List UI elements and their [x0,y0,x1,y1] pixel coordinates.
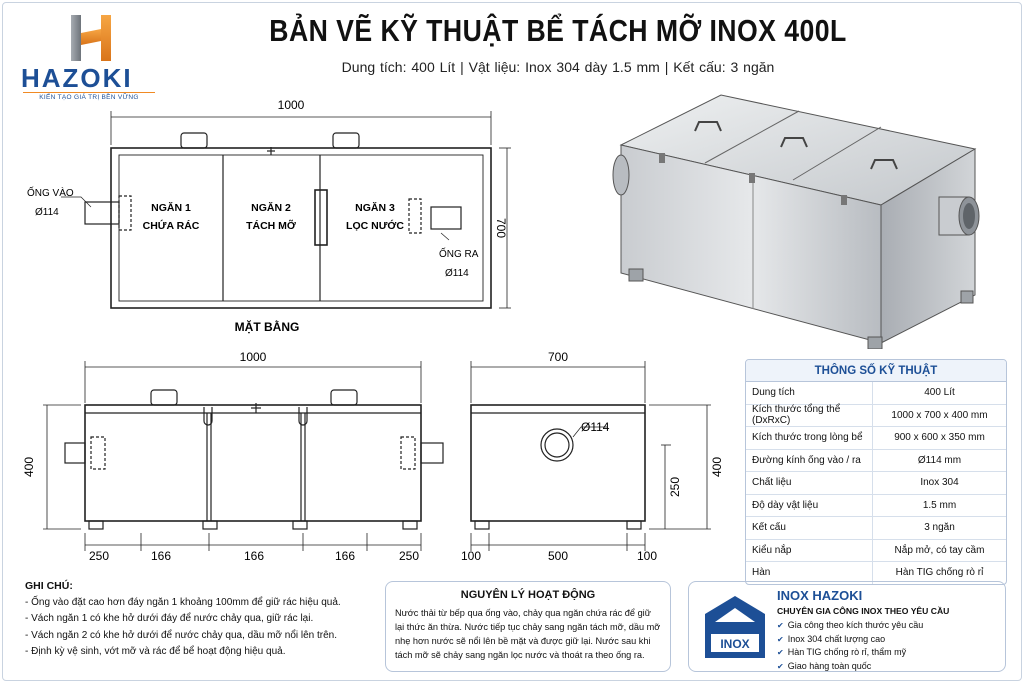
front-bottom-dim-4: 166 [334,549,356,563]
compartment-2-name: NGĂN 2 [251,202,291,214]
spec-value: Nắp mở, có tay cầm [894,544,985,556]
brand-feature: ✔ Inox 304 chất lượng cao [777,633,923,647]
outlet-label: ỐNG RA [439,249,479,260]
hazoki-logo-mark-icon [65,13,117,63]
spec-table [745,359,1007,585]
note-item: - Ống vào đặt cao hơn đáy ngăn 1 khoảng 100mm để giữ rác hiệu quả. [25,596,341,608]
inox-badge-icon [703,594,767,660]
spec-value: Inox 304 [920,477,959,489]
spec-row [746,517,1006,540]
side-elevation-drawing [457,345,737,565]
spec-key: Chất liệu [746,472,873,494]
front-bottom-dim-5: 250 [398,549,420,563]
compartment-1-name: NGĂN 1 [151,202,191,214]
spec-key: Dung tích [746,382,873,404]
spec-row [746,495,1006,518]
tank-3d-illustration [603,87,993,349]
plan-height-dimension: 700 [494,217,508,239]
spec-key: Kích thước tổng thể (DxRxC) [746,405,873,427]
compartment-1-function: CHỨA RÁC [142,220,200,232]
compartment-3-name: NGĂN 3 [355,202,395,214]
side-bottom-dim-2: 500 [547,549,569,563]
side-bottom-dim-3: 100 [636,549,658,563]
spec-value: Hàn TIG chống rò rỉ [895,567,984,579]
inlet-diameter: Ø114 [35,207,59,218]
spec-table-title: THÔNG SỐ KỸ THUẬT [746,360,1006,382]
side-bottom-dim-1: 100 [460,549,482,563]
inox-badge-label: INOX [720,637,750,651]
compartment-3-function: LỌC NƯỚC [346,220,404,232]
spec-value: 1000 x 700 x 400 mm [891,409,988,421]
spec-row [746,540,1006,563]
plan-width-dimension: 1000 [277,98,305,112]
spec-row [746,405,1006,428]
front-bottom-dim-3: 166 [243,549,265,563]
spec-key: Kết cấu [746,517,873,539]
front-width-dimension: 1000 [239,350,267,364]
spec-key: Độ dày vật liệu [746,495,873,517]
spec-row [746,472,1006,495]
logo-tagline: KIẾN TẠO GIÁ TRỊ BỀN VỮNG [23,92,155,101]
brand-subtitle: CHUYÊN GIA CÔNG INOX THEO YÊU CẦU [777,606,950,616]
brand-feature-list [777,619,923,673]
note-item: - Định kỳ vệ sinh, vớt mỡ và rác để bể hoạt động hiệu quả. [25,646,286,657]
outlet-diameter: Ø114 [445,268,469,279]
principle-text: Nước thải từ bếp qua ống vào, chảy qua ngăn chứa rác để giữ lại thức ăn thừa. Nước tiếp tục chảy sang ngăn tách mỡ, dầu mỡ nhẹ hơn nước sẽ nổi lên bề mặt và được giữ lại. Nước sau khi tách mỡ sẽ chảy sang ngăn lọc nước và thoát ra theo ống ra. [395,608,661,660]
side-pipe-diameter: Ø114 [581,420,610,434]
compartment-2-function: TÁCH MỠ [246,220,296,232]
note-item: - Vách ngăn 1 có khe hở dưới đáy để nước chảy qua, giữ rác lại. [25,613,314,624]
spec-key: Kích thước trong lòng bể [746,427,873,449]
operating-principle-box [385,581,671,672]
drawing-sheet [2,2,1022,681]
brand-feature: ✔ Gia công theo kích thước yêu cầu [777,619,923,633]
plan-view-drawing [21,95,511,340]
note-item: - Vách ngăn 2 có khe hở dưới để nước chảy qua, dầu mỡ nổi lên trên. [25,629,338,641]
spec-row [746,450,1006,473]
brand-box [688,581,1006,672]
brand-feature: ✔ Hàn TIG chống rò rỉ, thẩm mỹ [777,646,923,660]
logo-name: HAZOKI [21,63,133,93]
notes-section [25,578,370,661]
page-subtitle: Dung tích: 400 Lít | Vật liệu: Inox 304 dày 1.5 mm | Kết cấu: 3 ngăn [341,59,775,75]
brand-title: INOX HAZOKI [777,588,863,603]
side-width-dimension: 700 [547,350,569,364]
spec-value: 3 ngăn [924,522,955,534]
spec-key: Đường kính ống vào / ra [746,450,873,472]
plan-caption: MẶT BẰNG [234,320,300,334]
inlet-label: ỐNG VÀO [27,188,74,199]
principle-title: NGUYÊN LÝ HOẠT ĐỘNG [460,589,596,601]
brand-feature: ✔ Giao hàng toàn quốc [777,660,923,674]
spec-value: Ø114 mm [917,454,962,466]
spec-value: 400 Lít [924,387,955,399]
spec-key: Hàn [746,562,873,584]
front-height-dimension: 400 [22,456,36,478]
side-height-dimension: 400 [710,456,724,478]
page-title: BẢN VẼ KỸ THUẬT BỂ TÁCH MỠ INOX 400L [269,13,847,48]
spec-key: Kiểu nắp [746,540,873,562]
front-bottom-dim-2: 166 [150,549,172,563]
side-pipe-height-dimension: 250 [668,476,682,498]
spec-row [746,382,1006,405]
front-bottom-dim-1: 250 [88,549,110,563]
spec-row [746,427,1006,450]
notes-title: GHI CHÚ: [25,580,73,592]
front-elevation-drawing [21,345,451,565]
spec-value: 900 x 600 x 350 mm [894,432,985,444]
spec-value: 1.5 mm [922,499,957,511]
